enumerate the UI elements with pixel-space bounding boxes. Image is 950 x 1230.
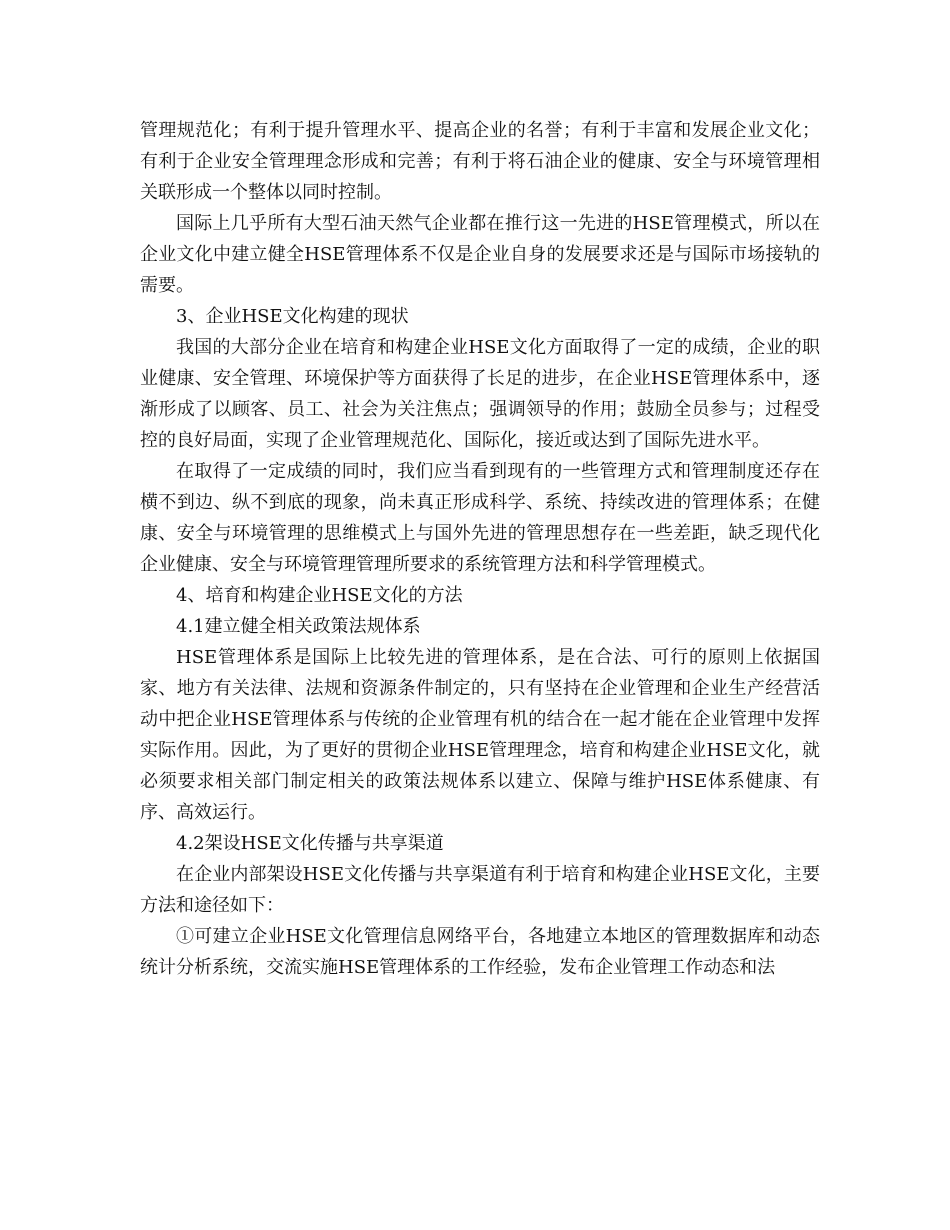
paragraph: 管理规范化；有利于提升管理水平、提高企业的名誉；有利于丰富和发展企业文化；有利于企业安全管理理念形成和完善；有利于将石油企业的健康、安全与环境管理相关联形成一个整体以同时控制。 [140, 120, 820, 203]
document-page [140, 115, 820, 983]
section-heading: 3、企业HSE文化构建的现状 [176, 306, 409, 327]
paragraph: 在企业内部架设HSE文化传播与共享渠道有利于培育和构建企业HSE文化，主要方法和途径如下： [140, 864, 820, 916]
paragraph: HSE管理体系是国际上比较先进的管理体系，是在合法、可行的原则上依据国家、地方有关法律、法规和资源条件制定的，只有坚持在企业管理和企业生产经营活动中把企业HSE管理体系与传统的企业管理有机的结合在一起才能在企业管理中发挥实际作用。因此，为了更好的贯彻企业HSE管理理念，培育和构建企业HSE文化，就必须要求相关部门制定相关的政策法规体系以建立、保障与维护HSE体系健康、有序、高效运行。 [140, 647, 820, 823]
paragraph: 我国的大部分企业在培育和构建企业HSE文化方面取得了一定的成绩，企业的职业健康、安全管理、环境保护等方面获得了长足的进步，在企业HSE管理体系中，逐渐形成了以顾客、员工、社会为关注焦点；强调领导的作用；鼓励全员参与；过程受控的良好局面，实现了企业管理规范化、国际化，接近或达到了国际先进水平。 [140, 337, 820, 451]
section-heading: 4、培育和构建企业HSE文化的方法 [176, 585, 463, 606]
paragraph: 在取得了一定成绩的同时，我们应当看到现有的一些管理方式和管理制度还存在横不到边、纵不到底的现象，尚未真正形成科学、系统、持续改进的管理体系；在健康、安全与环境管理的思维模式上与国外先进的管理思想存在一些差距，缺乏现代化企业健康、安全与环境管理管理所要求的系统管理方法和科学管理模式。 [140, 461, 820, 575]
subsection-heading: 4.1建立健全相关政策法规体系 [176, 616, 421, 637]
paragraph: 国际上几乎所有大型石油天然气企业都在推行这一先进的HSE管理模式，所以在企业文化中建立健全HSE管理体系不仅是企业自身的发展要求还是与国际市场接轨的需要。 [140, 213, 820, 296]
paragraph: ①可建立企业HSE文化管理信息网络平台，各地建立本地区的管理数据库和动态统计分析系统，交流实施HSE管理体系的工作经验，发布企业管理工作动态和法 [140, 926, 820, 978]
subsection-heading: 4.2架设HSE文化传播与共享渠道 [176, 833, 444, 854]
